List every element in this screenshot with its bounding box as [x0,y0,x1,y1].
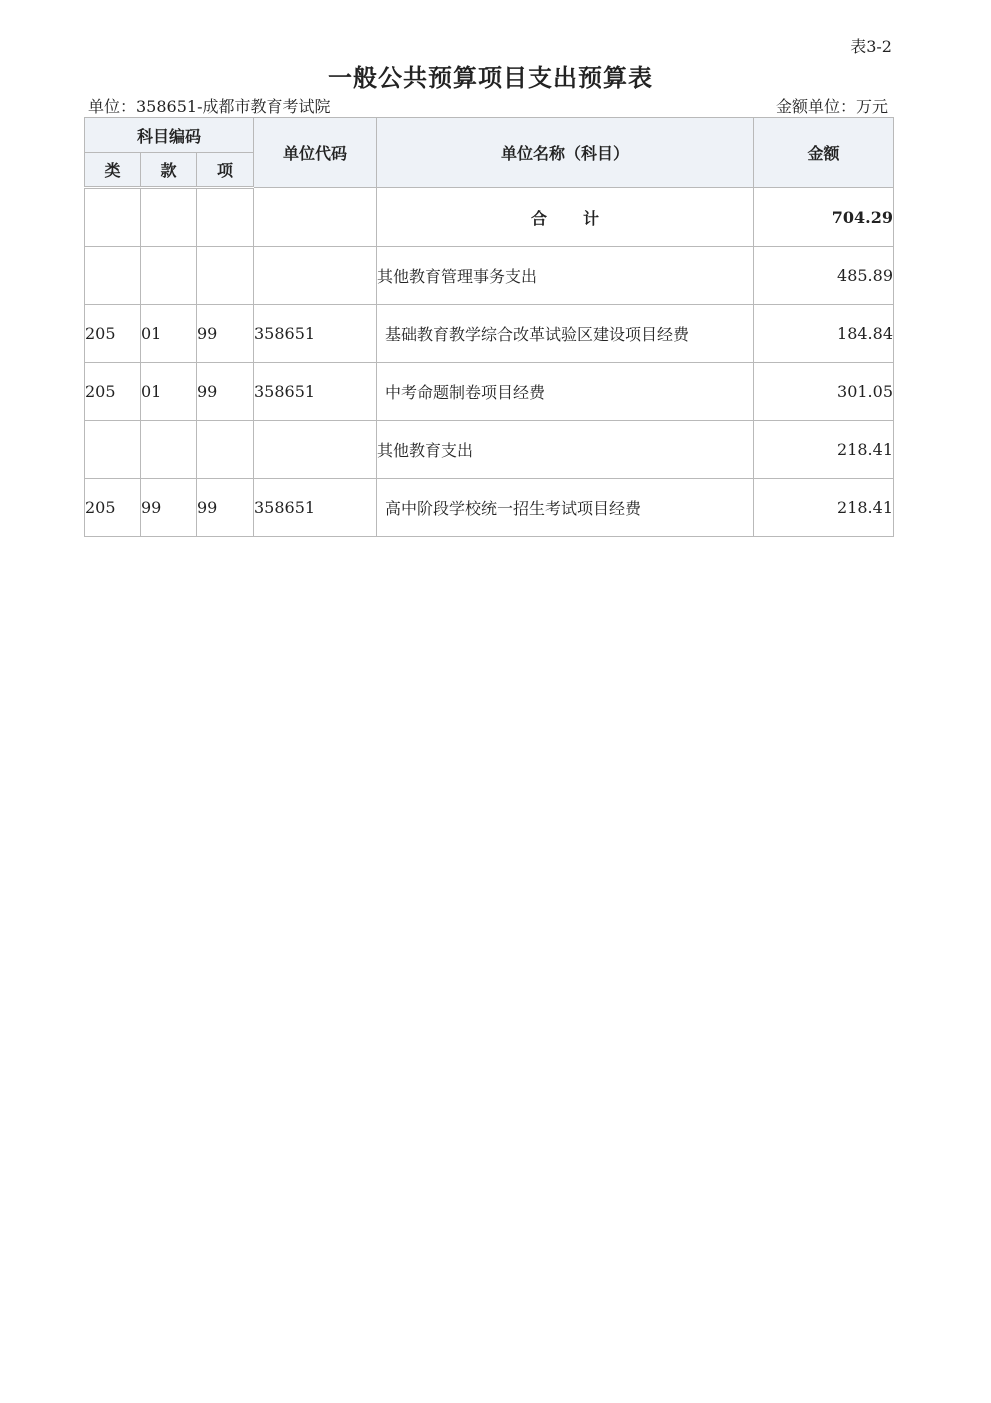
cell-category [85,247,141,305]
cell-amount: 485.89 [754,247,894,305]
cell-section [141,421,197,479]
cell-category: 205 [85,479,141,537]
cell-section: 01 [141,363,197,421]
table-header-row [85,118,894,153]
header-subject-code: 科目编码 [85,118,254,153]
cell-item [197,247,254,305]
header-unit-name: 单位名称（科目） [377,118,754,188]
cell-unit-name: 基础教育教学综合改革试验区建设项目经费 [377,305,754,363]
cell-unit-name: 高中阶段学校统一招生考试项目经费 [377,479,754,537]
cell-amount: 184.84 [754,305,894,363]
header-unit-code: 单位代码 [254,118,377,188]
cell-unit-name: 中考命题制卷项目经费 [377,363,754,421]
cell-item: 99 [197,305,254,363]
cell-item [197,421,254,479]
header-category: 类 [85,153,141,188]
cell-section [141,247,197,305]
table-row [85,247,894,305]
table-row [85,479,894,537]
cell-amount: 218.41 [754,421,894,479]
cell-section: 01 [141,305,197,363]
cell-item: 99 [197,363,254,421]
cell-category: 205 [85,305,141,363]
header-section: 款 [141,153,197,188]
cell-amount: 301.05 [754,363,894,421]
budget-table [84,117,894,537]
cell-item: 99 [197,479,254,537]
unit-label: 单位：358651-成都市教育考试院 [88,97,331,116]
table-id: 表3-2 [850,37,892,56]
unit-line [88,94,888,117]
table-row [85,421,894,479]
cell-unit-name: 其他教育管理事务支出 [377,247,754,305]
cell-amount: 218.41 [754,479,894,537]
cell-category [85,421,141,479]
cell-unit-code: 358651 [254,479,377,537]
total-label: 合计 [530,208,635,228]
cell-unit-code: 358651 [254,363,377,421]
table-row [85,363,894,421]
page-title: 一般公共预算项目支出预算表 [328,63,653,92]
total-amount: 704.29 [754,188,894,247]
total-row [85,188,894,247]
header-amount: 金额 [754,118,894,188]
cell-section: 99 [141,479,197,537]
cell-unit-code: 358651 [254,305,377,363]
cell-unit-code [254,247,377,305]
table-row [85,305,894,363]
cell-category: 205 [85,363,141,421]
cell-unit-name: 其他教育支出 [377,421,754,479]
header-item: 项 [197,153,254,188]
cell-unit-code [254,421,377,479]
currency-label: 金额单位：万元 [775,97,888,116]
